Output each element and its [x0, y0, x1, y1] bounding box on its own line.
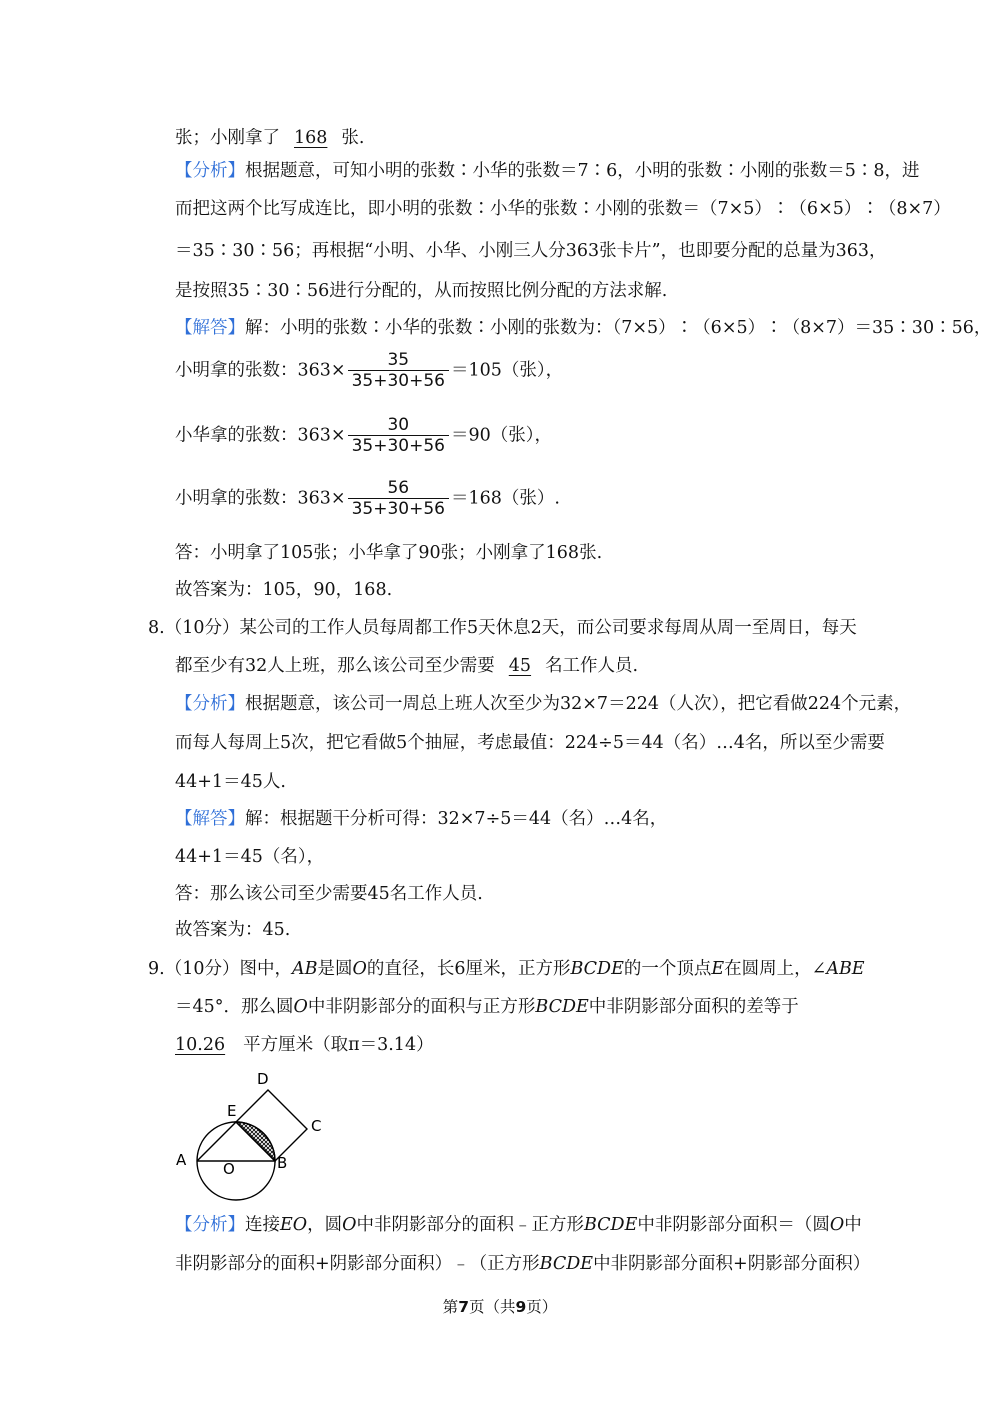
analysis-line: 【分析】根据题意，可知小明的张数∶小华的张数＝7∶6，小明的张数∶小刚的张数＝5∶8，进 [175, 161, 920, 181]
analysis-tag: 【分析】 [175, 161, 245, 181]
reply-line: 答：小明拿了105张；小华拿了90张；小刚拿了168张. [175, 543, 603, 563]
label-c: C [311, 1117, 322, 1135]
answer-line: 【解答】解：小明的张数∶小华的张数∶小刚的张数为：（7×5）∶（6×5）∶（8×7）＝35∶30∶56， [175, 318, 992, 338]
calc-line-1: 小明拿的张数：363× $\frac{35}{35+30+56}$ ＝105（张）， [175, 350, 564, 391]
geometry-figure [170, 1062, 340, 1207]
answer-tag: 【解答】 [175, 318, 245, 338]
page-number: 7 [458, 1298, 469, 1316]
fraction: $\frac{35}{35+30+56}$ [348, 352, 449, 390]
label-b: B [277, 1154, 288, 1172]
analysis-line: 非阴影部分的面积+阴影部分面积）﹣（正方形BCDE中非阴影部分面积+阴影部分面积） [175, 1254, 871, 1274]
analysis-line: 【分析】连接EO，圆O中非阴影部分的面积﹣正方形BCDE中非阴影部分面积＝（圆O中 [175, 1215, 862, 1235]
prev-line0: 张；小刚拿了 168 张. [175, 128, 365, 148]
analysis-tag: 【分析】 [175, 1215, 245, 1235]
fraction: $\frac{56}{35+30+56}$ [348, 480, 449, 518]
page-footer: 第7页（共9页） [442, 1298, 558, 1316]
calc-line-2: 小华拿的张数：363× $\frac{30}{35+30+56}$ ＝90（张）， [175, 415, 552, 456]
question-9-line2: ＝45°．那么圆O中非阴影部分的面积与正方形BCDE中非阴影部分面积的差等于 [175, 997, 799, 1017]
label-d: D [257, 1070, 269, 1088]
answer-line: 【解答】解：根据题干分析可得：32×7÷5＝44（名）…4名， [175, 809, 668, 829]
label-e: E [227, 1102, 237, 1120]
answer-tag: 【解答】 [175, 809, 245, 829]
fraction: $\frac{30}{35+30+56}$ [348, 417, 449, 455]
question-9-line3: 10.26 平方厘米（取π＝3.14） [175, 1035, 434, 1055]
page-total: 9 [515, 1298, 527, 1316]
answer-blank: 45 [508, 656, 532, 676]
analysis-line: 44+1＝45人. [175, 772, 286, 792]
label-a: A [176, 1151, 187, 1169]
answer-blank: 168 [294, 128, 328, 148]
final-answer-line: 故答案为：105，90，168. [175, 580, 393, 600]
analysis-line: ＝35∶30∶56；再根据“小明、小华、小刚三人分363张卡片”，也即要分配的总量为363， [175, 241, 887, 261]
analysis-line: 而把这两个比写成连比，即小明的张数∶小华的张数∶小刚的张数＝（7×5）∶（6×5）∶（8×7） [175, 199, 951, 219]
label-o: O [223, 1160, 235, 1178]
question-9: 9.（10分）图中，AB是圆O的直径，长6厘米，正方形BCDE的一个顶点E在圆周上，∠ABE [148, 959, 865, 979]
analysis-line: 是按照35∶30∶56进行分配的，从而按照比例分配的方法求解. [175, 281, 668, 301]
final-answer-line: 故答案为：45. [175, 920, 291, 940]
analysis-line: 而每人每周上5次，把它看做5个抽屉，考虑最值：224÷5＝44（名）…4名，所以至少需要 [175, 733, 885, 753]
reply-line: 答：那么该公司至少需要45名工作人员. [175, 884, 483, 904]
answer-blank: 10.26 [175, 1035, 226, 1055]
analysis-line: 【分析】根据题意，该公司一周总上班人次至少为32×7＝224（人次），把它看做224个元素， [175, 694, 912, 714]
calc-line-3: 小明拿的张数：363× $\frac{56}{35+30+56}$ ＝168（张）. [175, 478, 560, 519]
question-8-line2: 都至少有32人上班，那么该公司至少需要 45 名工作人员. [175, 656, 639, 676]
question-8: 8.（10分）某公司的工作人员每周都工作5天休息2天，而公司要求每周从周一至周日，每天 [148, 618, 857, 638]
answer-line: 44+1＝45（名）， [175, 847, 325, 867]
analysis-tag: 【分析】 [175, 694, 245, 714]
